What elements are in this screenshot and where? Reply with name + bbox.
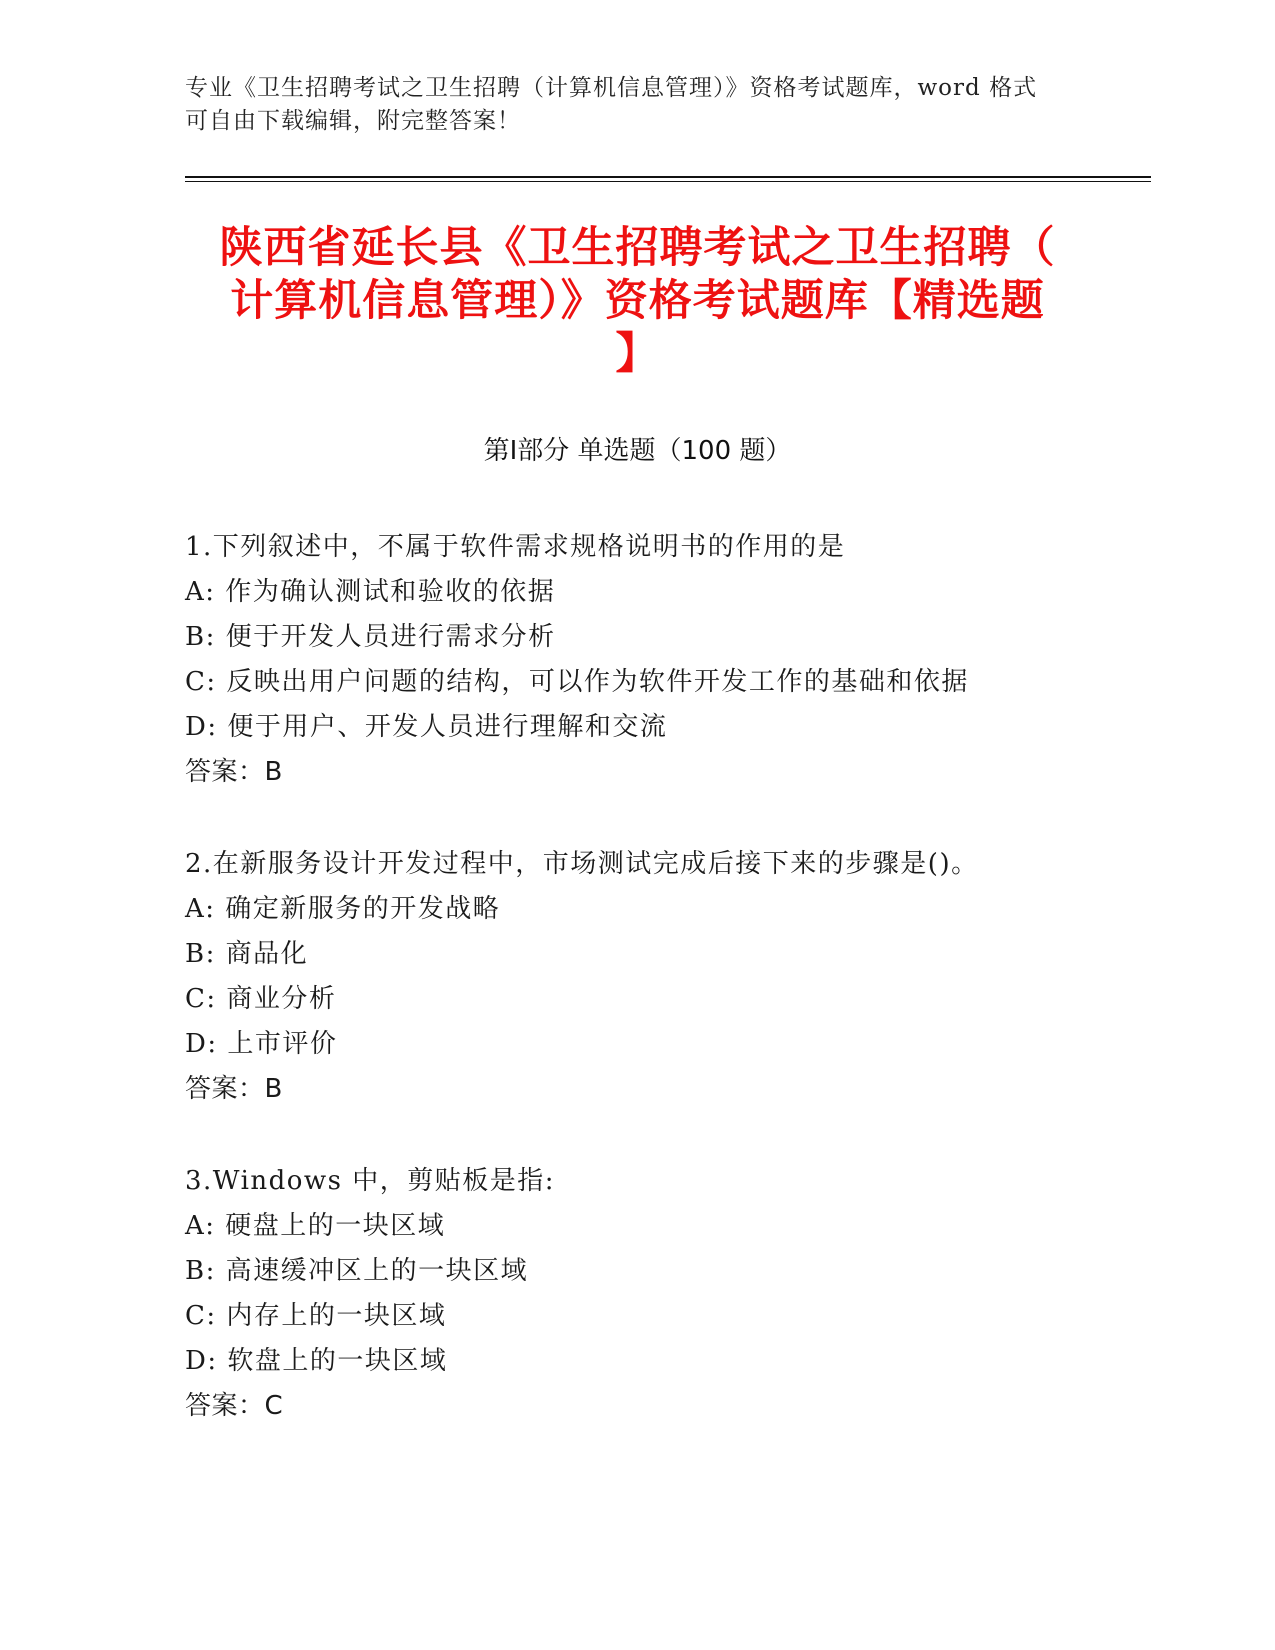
option-d: D: 上市评价	[185, 1029, 338, 1059]
option-a: A: 作为确认测试和验收的依据	[185, 577, 556, 607]
section-title: 第Ⅰ部分 单选题（100 题）	[483, 436, 792, 466]
question-stem: 2.在新服务设计开发过程中，市场测试完成后接下来的步骤是()。	[185, 849, 979, 879]
question-list	[185, 525, 1085, 1476]
option-d: D: 软盘上的一块区域	[185, 1346, 448, 1376]
header-line-1: 专业《卫生招聘考试之卫生招聘（计算机信息管理）》资格考试题库，word 格式	[185, 75, 1038, 101]
option-c: C: 反映出用户问题的结构，可以作为软件开发工作的基础和依据	[185, 667, 969, 697]
title-line-2: 计算机信息管理）》资格考试题库【精选题	[230, 276, 1045, 326]
title-line-3: 】	[615, 329, 660, 379]
answer: 答案：B	[185, 1074, 283, 1104]
answer: 答案：C	[185, 1391, 284, 1421]
header-line-2: 可自由下载编辑，附完整答案！	[185, 108, 521, 134]
title-line-1: 陕西省延长县《卫生招聘考试之卫生招聘（	[219, 223, 1056, 273]
answer: 答案：B	[185, 757, 283, 787]
option-b: B: 高速缓冲区上的一块区域	[185, 1256, 529, 1286]
document-title	[190, 222, 1085, 381]
option-c: C: 商业分析	[185, 984, 337, 1014]
option-a: A: 确定新服务的开发战略	[185, 894, 501, 924]
question-stem: 3.Windows 中，剪贴板是指:	[185, 1166, 556, 1196]
question-1	[185, 525, 1085, 795]
question-3	[185, 1159, 1085, 1429]
question-stem: 1.下列叙述中，不属于软件需求规格说明书的作用的是	[185, 532, 846, 562]
question-2	[185, 842, 1085, 1112]
header-divider	[185, 176, 1151, 182]
option-b: B: 商品化	[185, 939, 309, 969]
page-header	[185, 72, 1085, 138]
option-b: B: 便于开发人员进行需求分析	[185, 622, 556, 652]
option-c: C: 内存上的一块区域	[185, 1301, 447, 1331]
option-d: D: 便于用户、开发人员进行理解和交流	[185, 712, 668, 742]
option-a: A: 硬盘上的一块区域	[185, 1211, 446, 1241]
